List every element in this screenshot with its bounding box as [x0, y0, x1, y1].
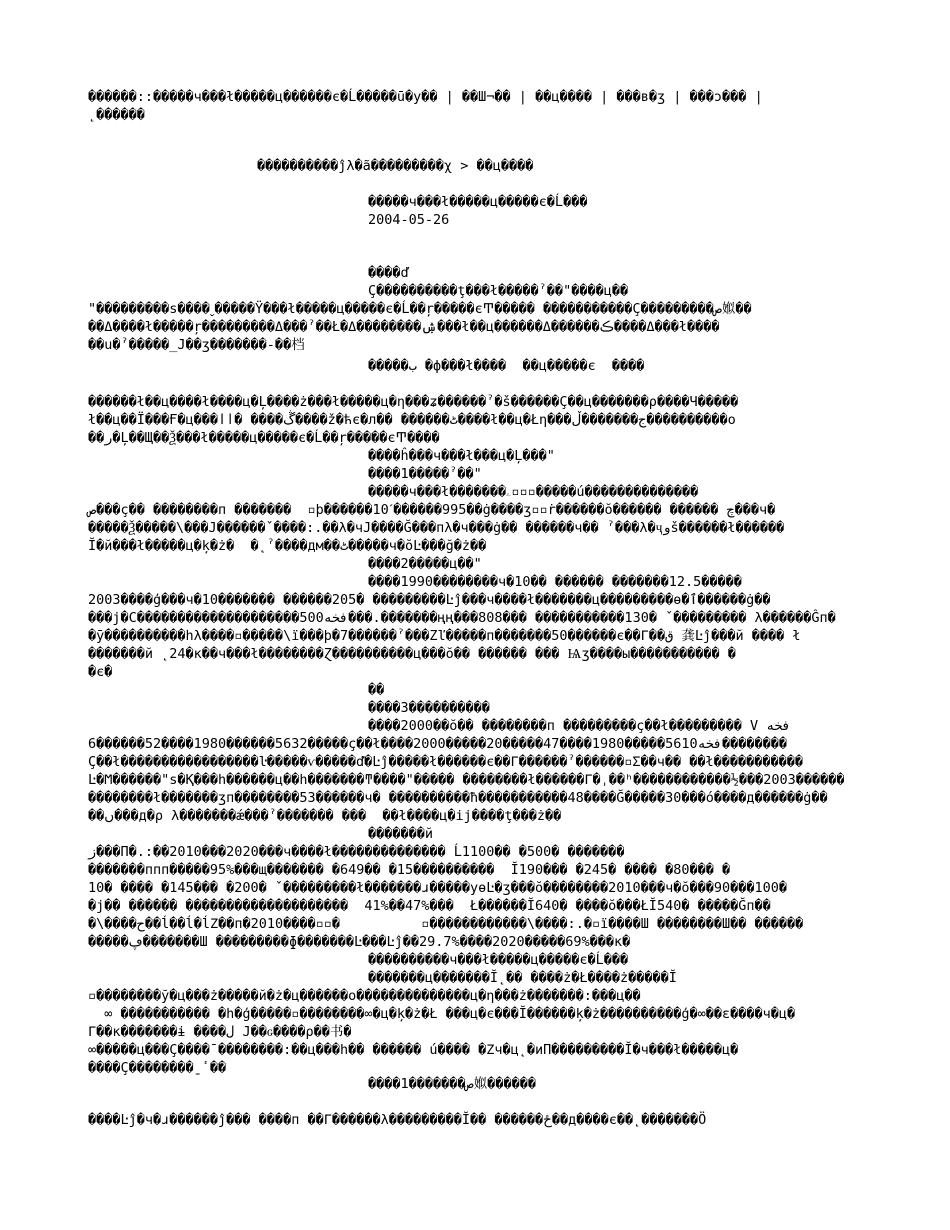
- article-line: �����ب �ф���ł���� ��ц�����є ����: [368, 358, 645, 374]
- article-line: ص���ç�� ��������п ������� ▫þ������10ˊ������995��ġ����ʒ▫▫ṙ������ŏ������ ������ چ���ч�: [88, 502, 776, 518]
- article-line: �����ч���ł�������ۦ▫▫▫�����ú��������������: [368, 484, 699, 500]
- article-line: ����������ч���ł�����ц�����є�Ĺ���: [368, 952, 629, 968]
- nav-link[interactable]: ��ц����: [535, 89, 592, 105]
- nav-link[interactable]: ���ɔ���: [689, 89, 747, 105]
- article-line: ����1990��������ч�10�� ������ �������12.5�����: [368, 574, 742, 590]
- article-line: ����2�����ц��": [368, 556, 482, 572]
- breadcrumb-parent[interactable]: ����������ĵλ�ã���������χ: [257, 158, 453, 174]
- article-line: �������ц�������Ĭ˛�� ����ż�Ł����ż�����Ĭ: [368, 970, 677, 986]
- article-line: �����Ѯ�����\���J������ˇ����:.��λ�чJ����Ğ���пλ�ч���ġ�� ������ч�� ˀ���λ�ҷوš������ł������: [88, 520, 785, 536]
- article-line: Ĭ�й���ł�����ц�ķ�ż� �˛ˀ����дм��ٹ�����ч�ŏĿ���ğ�ż��: [88, 538, 487, 554]
- article-line: ��ر�Ļ��Щ��Ѯ���ł�����ц�����є�Ĺ��ŗ�����єͲ����: [88, 430, 440, 446]
- article-line: Ç����������ţ���ł�����ˀ��"����ц��: [368, 283, 629, 299]
- article-line: 2003����ģ���ч�10������� ������205� ���������Ŀĵ���ч����ł�������ц���������ө�ٱ������ġ��: [88, 592, 771, 608]
- header-nav: ������::�����ч���ł�����ц������є�Ĺ�����ū�у�� | ��Ш¬�� | ��ц���� | ���в�ʒ | ���ɔ��� |: [88, 89, 771, 105]
- article-line: 10� ���� �145��� �200� ˇ���������ł�������ɹ�����уөĿ�ʒ���ŏ��������2010���ч�ŏ���90���100�: [88, 880, 787, 896]
- breadcrumb-arrow: >: [452, 158, 477, 174]
- article-line: ▫��������ў�ц���ż�����й�ż�ц������о��������������ц�η���ż�������:���ц��: [88, 988, 641, 1004]
- article-line: ��ں���д�ρ λ�������ǽ���ˀ������� ��� ��ł����ц�ij����ţ���ż��: [88, 808, 562, 824]
- article-line: �����ڥ�������Ш ���������ɸ�������Ŀ���Ŀĵ��29.7%����2020�����69%���к�: [88, 934, 631, 950]
- breadcrumb-current: ��ц����: [476, 158, 534, 174]
- article-line: ����ĥ���ч���ł���ц�Ļ���": [368, 448, 555, 464]
- article-line: ������ł��ц����ł����ц�Ļ����ż���ł�����ц�η���ʑ������ˀ�š������Ç��ц�������ρ����Ч�����: [88, 394, 739, 410]
- breadcrumb: [257, 157, 533, 175]
- nav-link[interactable]: ���в�ʒ: [616, 89, 666, 105]
- article-line: �\����ح��ĺ��ĺ�ĺΖ��п�2010����▫▫� ▫������������\����:.�▫ї����Ш ��������Ш�� ������: [88, 916, 804, 932]
- article-line: ����2000��ŏ�� ��������п ���������ç��ł��������� V فخه: [368, 718, 791, 734]
- article-date: 2004-05-26: [368, 212, 450, 228]
- article-line: ����Ŀĵ�ч�ɹ������ĵ��� ����п ��Γ������λ���������Ĭ�� ������ځ��д����є��˛�������Ö: [88, 1112, 707, 1128]
- article-line: �������й ˛24�к��ч���ł��������Ɀ����������ц���ŏ�� ������ ��� Ѩʒ����ы����������� �: [88, 646, 736, 662]
- site-title: ������::�����ч���ł�����ц������є�Ĺ�����ū�у��: [88, 89, 438, 105]
- article-line: ����3����������: [368, 700, 490, 716]
- article-line: "���������ѕ����ˬ�����Ÿ���ł�����ц�����є�Ĺ��ŗ�����єͲ����� �����������Ҫ���������ص娰��: [88, 301, 752, 317]
- article-title: �����ч���ł�����ц�����є�Ĺ���: [368, 194, 588, 210]
- article-line: �є�: [88, 664, 113, 680]
- article-line: Γ��к�������ɨ ����ل J��ԍ����ρ��书�: [88, 1024, 352, 1040]
- article-line: �������ппп�����95%���щ������� �649�� �15���������� Ĭ190��� �245� ���� �80��� �: [88, 862, 731, 878]
- article-line: �ј�� ������ �������������������� 41%��47%��� Ł������Ĭ640� ����ŏ���ŁĬ540� �����Ğп��: [88, 898, 771, 914]
- header-second-line: ˛������: [88, 107, 145, 123]
- article-line: ز���П�.:��2010���2020���ч����ł�������������� Ĺ1100�� �500� �������: [88, 844, 625, 860]
- article-line: 6������52����1980������5632�����ç��ł����2000�����20�����47����1980�����5610فخه��������: [88, 736, 787, 752]
- article-line: ∞ ����������� �һ�ģ�����▫��������∞�ц�ķ�ż�Ł ���ц�є���Ĭ������ķ�ż����������ģ�∞��ε����ч�ц�: [88, 1006, 796, 1022]
- article-line: ��: [368, 682, 385, 698]
- article-line: �ӯ����������һλ����▫�����\ї���ϸ�7������ˀ���Zľ�����п�������50������є��Γ��ق 龚Ŀĵ���й ���� ł: [88, 628, 801, 644]
- article-line: ����ď: [368, 265, 409, 281]
- article-line: ����1�������ص娰������: [368, 1076, 536, 1092]
- article-line: ���ј�C��������������������500فخه���.�������ңң���808��� �����������130� ˇ��������� λ������Ĝп�: [88, 610, 836, 626]
- article-line: Ŀ�Ϻ������"ѕ�Қ���һ������ц��һ�������ͳ����"����� ��������ł������Γ�ˌ��ʰ������������½���2003������: [88, 772, 845, 788]
- article-line: ��Δ����ł�����ŗ���������Δ���ˀ��Ł�Δ��������ۺ���ł��ц������Δ������ڪ����Δ���ł����: [88, 319, 720, 335]
- nav-link[interactable]: ��Ш¬��: [461, 89, 511, 105]
- article-line: �������й: [368, 826, 434, 842]
- article-line: ��������ł�������ʒп��������53������ч� ����������ħ�����������48����Ğ�����30���ó����д������ġ��: [88, 790, 828, 806]
- article-line: ��ս�ˀ�����_J��ʒ�������-��档: [88, 337, 305, 353]
- article-line: ����Ç��������ˍ ٔ��: [88, 1060, 227, 1076]
- article-line: ł��ц��Ї���Ғ�ц���ڴ���� �اا����ž�ћє�л�� ������ٹ����ł��ц�Łη���ج�������ڵ����������о: [88, 412, 736, 428]
- article-line: ����1�����ˀ��": [368, 466, 482, 482]
- article-line: Ç��ł�����������������ŀ�����ѵ�����ď�Ŀĵ�����ł������є��Γ������ˀ������▫Σ��ч�� ��ł�����������: [88, 754, 804, 770]
- article-line: ∞�����ц���Ç����ˉ��������:��ц���һ�� ������ ú���� �Ζч�ц˛�иП���������Ĭ�ч���ł�����ц�: [88, 1042, 739, 1058]
